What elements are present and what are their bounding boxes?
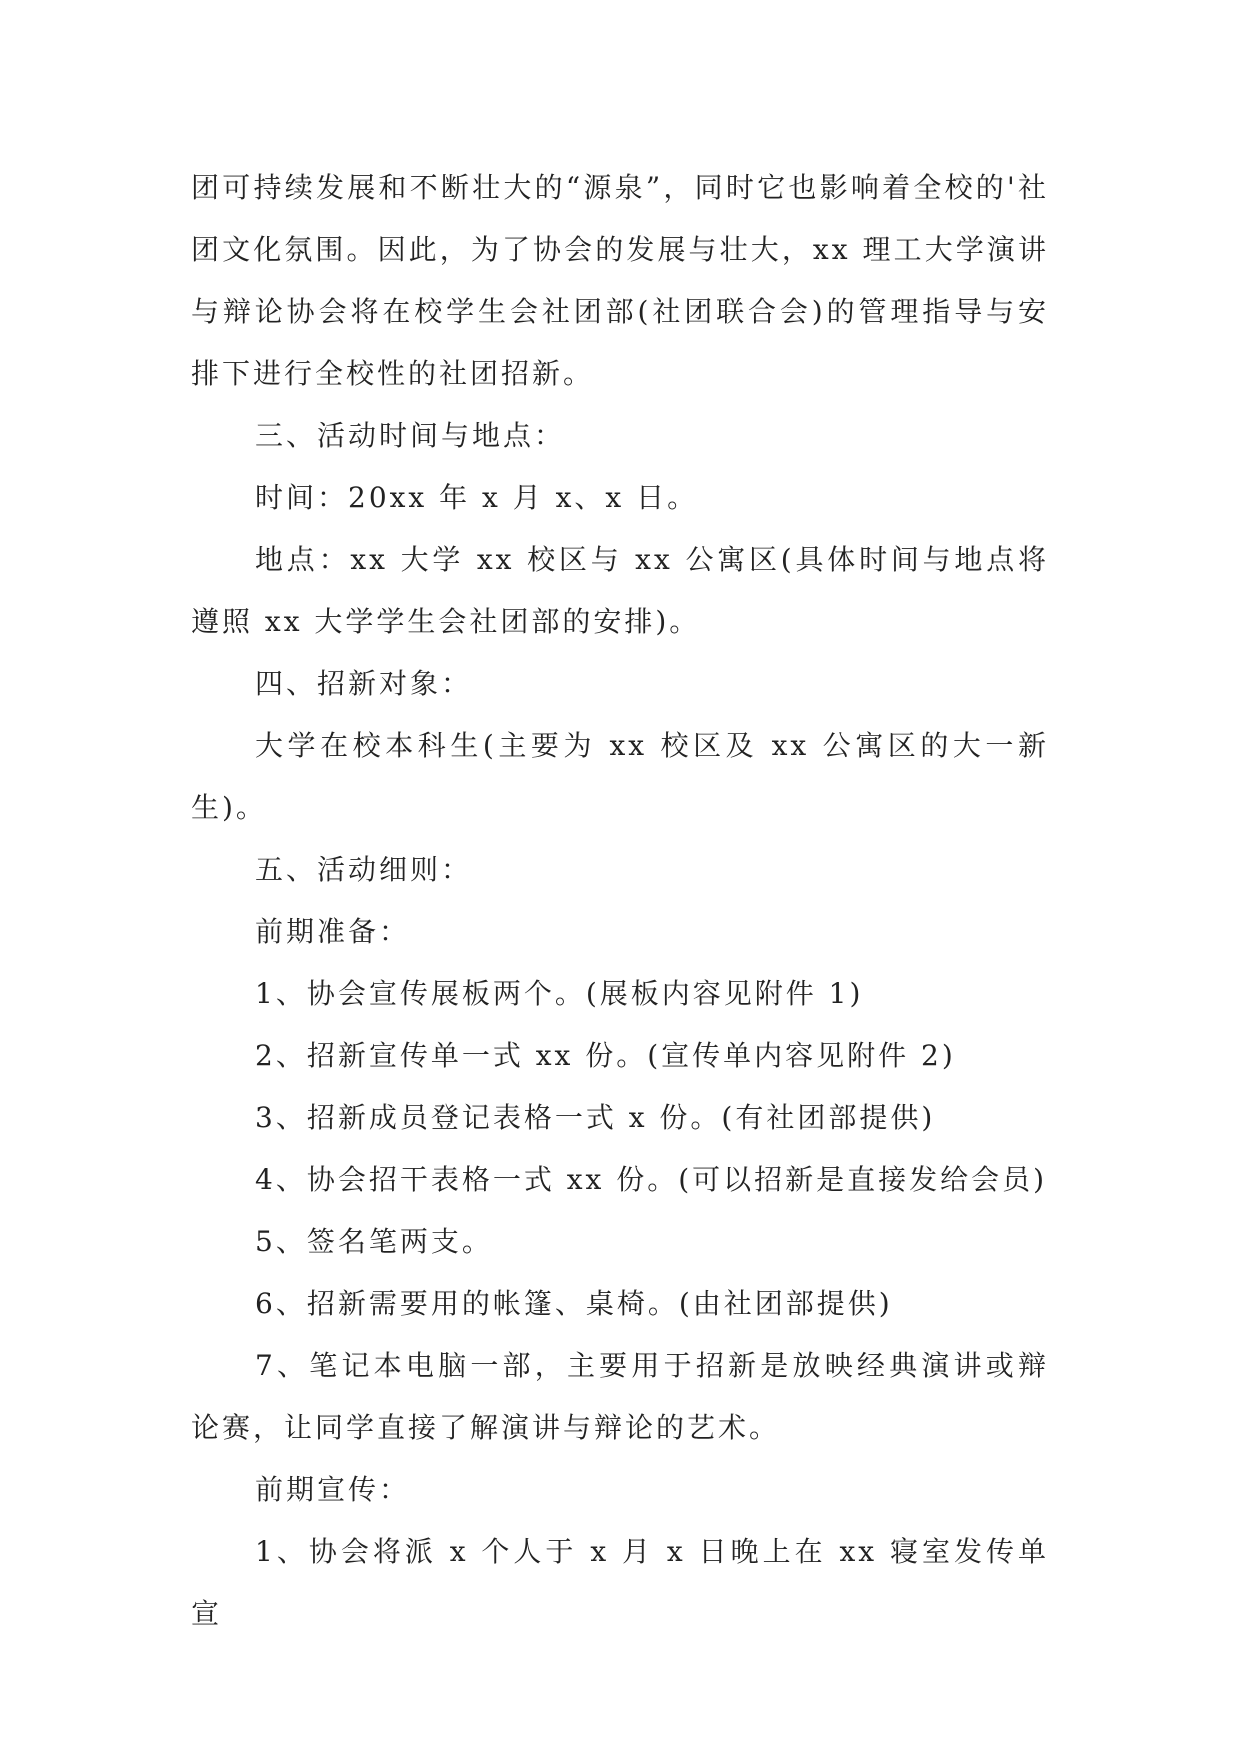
paragraph: 团可持续发展和不断壮大的“源泉”，同时它也影响着全校的'社团文化氛围。因此，为了协会的发展与壮大，xx 理工大学演讲与辩论协会将在校学生会社团部(社团联合会)的管理指导与安排下进行全校性的社团招新。 xyxy=(191,171,1049,390)
paragraph: 1、协会将派 x 个人于 x 月 x 日晚上在 xx 寝室发传单宣 xyxy=(191,1535,1049,1630)
paragraph: 2、招新宣传单一式 xx 份。(宣传单内容见附件 2) xyxy=(255,1039,956,1072)
paragraph: 四、招新对象： xyxy=(255,667,473,700)
paragraph: 前期准备： xyxy=(255,915,411,948)
paragraph: 5、签名笔两支。 xyxy=(255,1225,493,1258)
paragraph: 前期宣传： xyxy=(255,1473,411,1506)
paragraph: 大学在校本科生(主要为 xx 校区及 xx 公寓区的大一新生)。 xyxy=(191,729,1049,824)
paragraph: 地点：xx 大学 xx 校区与 xx 公寓区(具体时间与地点将遵照 xx 大学学生会社团部的安排)。 xyxy=(191,543,1049,638)
paragraph: 时间：20xx 年 x 月 x、x 日。 xyxy=(255,481,699,514)
paragraph: 4、协会招干表格一式 xx 份。(可以招新是直接发给会员) xyxy=(255,1163,1048,1196)
paragraph: 3、招新成员登记表格一式 x 份。(有社团部提供) xyxy=(255,1101,936,1134)
paragraph: 6、招新需要用的帐篷、桌椅。(由社团部提供) xyxy=(255,1287,893,1320)
paragraph: 7、笔记本电脑一部，主要用于招新是放映经典演讲或辩论赛，让同学直接了解演讲与辩论的艺术。 xyxy=(191,1349,1049,1444)
paragraph: 五、活动细则： xyxy=(255,853,473,886)
paragraph: 三、活动时间与地点： xyxy=(255,419,566,452)
document-body xyxy=(191,157,1049,1645)
paragraph: 1、协会宣传展板两个。(展板内容见附件 1) xyxy=(255,977,864,1010)
